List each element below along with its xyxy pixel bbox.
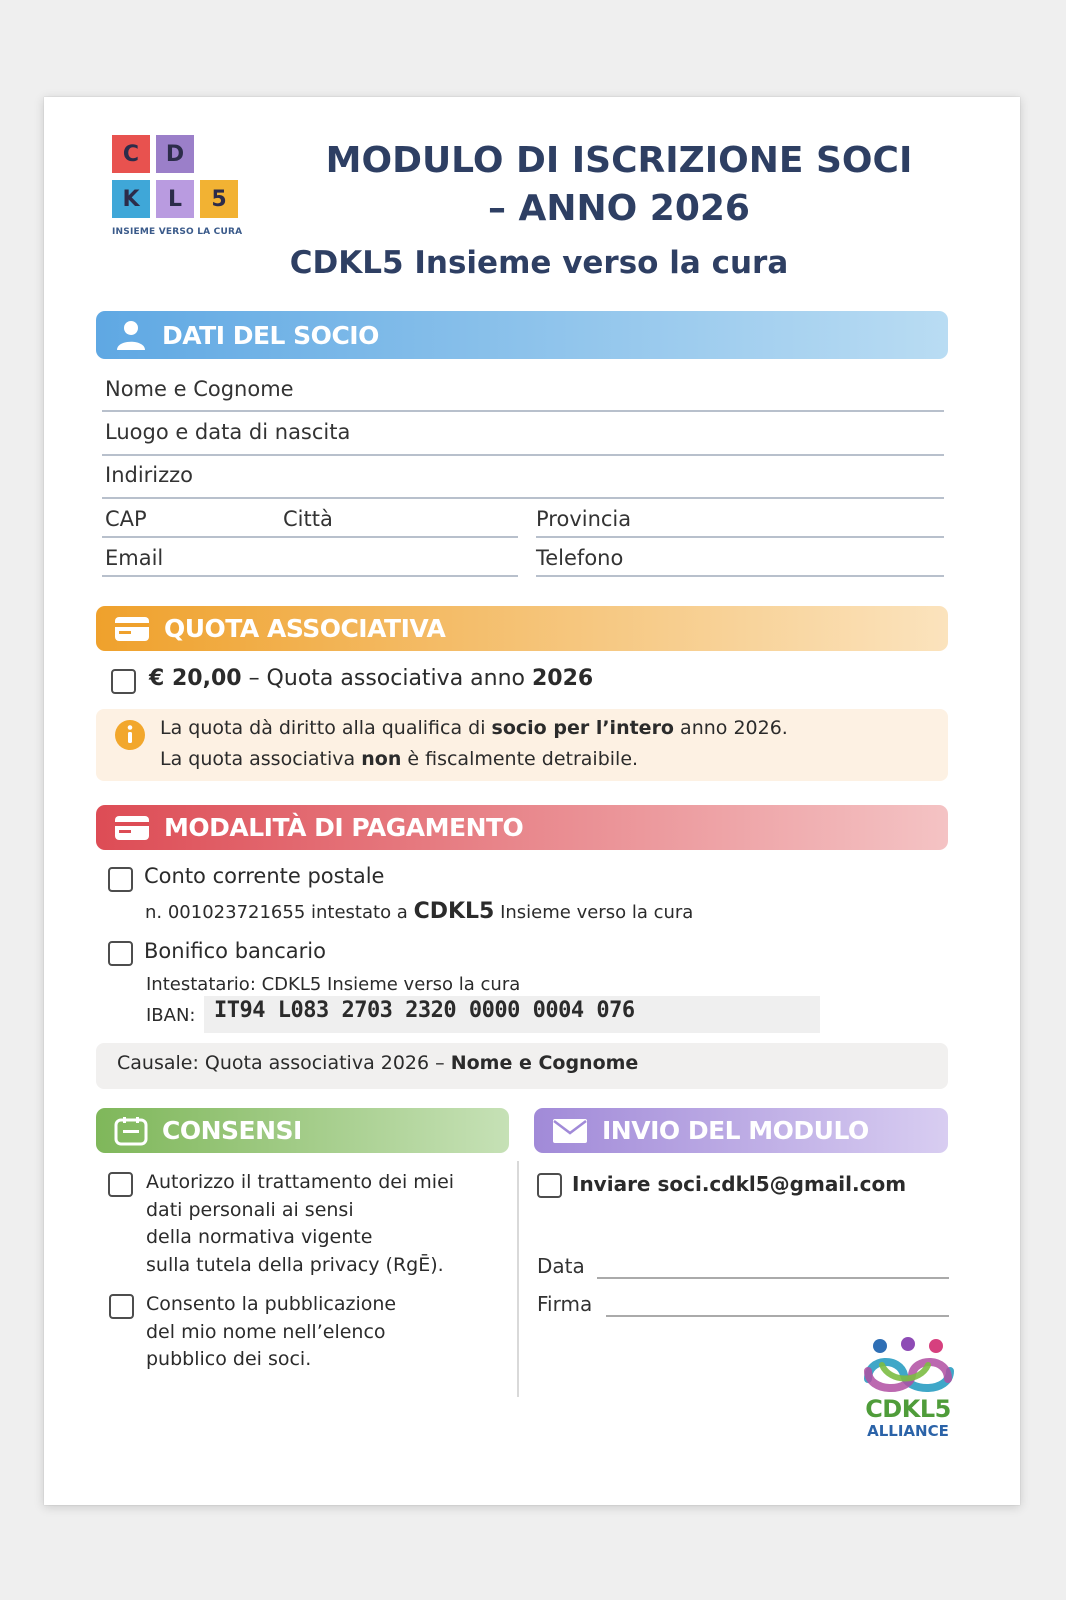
causale-text [117, 1052, 638, 1074]
privacy-checkbox[interactable] [108, 1172, 133, 1197]
field-nome-line[interactable] [102, 410, 944, 412]
postale-detail [145, 899, 693, 924]
section-title-socio: DATI DEL SOCIO [162, 320, 379, 350]
quota-line [149, 666, 593, 691]
card-icon [114, 616, 150, 642]
privacy-line: dati personali ai sensi [146, 1198, 354, 1221]
postale-checkbox[interactable] [108, 867, 133, 892]
pubblicazione-line: Consento la pubblicazione [146, 1293, 397, 1315]
logo-tile-l: L [156, 180, 194, 218]
quota-year: 2026 [532, 666, 594, 691]
label-firma: Firma [537, 1292, 593, 1316]
page-subtitle: CDKL5 Insieme verso la cura [289, 245, 789, 281]
privacy-line: Autorizzo il trattamento dei miei [146, 1171, 455, 1193]
iban-value: IT94 L083 2703 2320 0000 0004 076 [214, 998, 635, 1023]
info-text-2c: è fiscalmente detraibile. [407, 748, 639, 770]
field-telefono-line[interactable] [536, 575, 944, 577]
page-title [294, 137, 944, 233]
alliance-people-icon [860, 1335, 956, 1393]
causale-text-b: Nome e Cognome [450, 1052, 639, 1074]
quota-desc: – Quota associativa anno [248, 666, 525, 691]
title-line-1: MODULO DI ISCRIZIONE SOCI [325, 140, 913, 181]
info-icon [114, 719, 146, 751]
info-text-2a: La quota associativa [160, 748, 356, 770]
logo-tile-k: K [112, 180, 150, 218]
label-data: Data [537, 1254, 585, 1278]
section-title-invio: INVIO DEL MODULO [602, 1116, 869, 1145]
postale-label: Conto corrente postale [144, 864, 385, 888]
section-header-pagamento [96, 805, 948, 850]
label-citta: Città [283, 507, 333, 531]
calendar-icon [114, 1116, 148, 1146]
info-text-2b: non [361, 748, 402, 770]
field-email-line[interactable] [102, 575, 518, 577]
user-icon [114, 318, 148, 352]
section-header-quota [96, 606, 948, 651]
bonifico-label: Bonifico bancario [144, 939, 326, 963]
field-data-line[interactable] [597, 1277, 949, 1279]
logo-tile-d: D [156, 135, 194, 173]
payment-card-icon [114, 815, 150, 841]
quota-info-line-2 [160, 748, 638, 770]
label-email: Email [105, 546, 164, 570]
postale-detail-c: Insieme verso la cura [500, 902, 694, 923]
cdkl5-alliance-logo [860, 1335, 956, 1445]
field-indirizzo-line[interactable] [102, 497, 944, 499]
privacy-line: sulla tutela della privacy (RgĒ). [146, 1253, 444, 1276]
invio-checkbox[interactable] [537, 1173, 562, 1198]
label-nascita: Luogo e data di nascita [105, 420, 351, 444]
label-nome: Nome e Cognome [105, 377, 294, 401]
logo-tagline: INSIEME VERSO LA CURA [112, 227, 243, 237]
field-cap-citta-line[interactable] [102, 536, 518, 538]
info-text-1b: socio per l’intero [491, 717, 674, 739]
form-sheet [44, 97, 1020, 1505]
privacy-text [146, 1169, 454, 1279]
field-firma-line[interactable] [606, 1315, 949, 1317]
section-title-pagamento: MODALITÀ DI PAGAMENTO [164, 813, 524, 842]
logo-tile-c: C [112, 135, 150, 173]
postale-detail-b: CDKL5 [413, 899, 495, 924]
iban-label: IBAN: [146, 1005, 196, 1026]
title-line-2: – ANNO 2026 [488, 188, 750, 229]
info-text-1a: La quota dà diritto alla qualifica di [160, 717, 486, 739]
quota-info-line-1 [160, 717, 788, 739]
causale-text-a: Causale: Quota associativa 2026 – [117, 1052, 445, 1074]
section-title-consensi: CONSENSI [162, 1116, 302, 1145]
info-text-1c: anno 2026. [680, 717, 788, 739]
pubblicazione-line: del mio nome nell’elenco [146, 1320, 386, 1343]
pubblicazione-line: pubblico dei soci. [146, 1348, 312, 1370]
pubblicazione-checkbox[interactable] [109, 1294, 134, 1319]
section-header-invio [534, 1108, 948, 1153]
label-provincia: Provincia [536, 507, 632, 531]
alliance-logo-line1: CDKL5 [865, 1395, 951, 1423]
intestatario-text: Intestatario: CDKL5 Insieme verso la cura [146, 974, 521, 995]
pubblicazione-text [146, 1291, 396, 1374]
field-nascita-line[interactable] [102, 454, 944, 456]
section-title-quota: QUOTA ASSOCIATIVA [164, 614, 446, 643]
label-telefono: Telefono [536, 546, 624, 570]
privacy-line: della normativa vigente [146, 1226, 373, 1248]
label-indirizzo: Indirizzo [105, 463, 194, 487]
bonifico-checkbox[interactable] [108, 941, 133, 966]
quota-amount: € 20,00 [149, 666, 242, 691]
field-provincia-line[interactable] [536, 536, 944, 538]
invio-email[interactable]: Inviare soci.cdkl5@gmail.com [572, 1172, 907, 1196]
column-divider [517, 1161, 519, 1397]
logo-tile-5: 5 [200, 180, 238, 218]
section-header-consensi [96, 1108, 509, 1153]
section-header-socio [96, 311, 948, 359]
postale-detail-a: n. 001023721655 intestato a [145, 902, 408, 923]
envelope-icon [552, 1118, 588, 1144]
quota-checkbox[interactable] [111, 669, 136, 694]
alliance-logo-line2: ALLIANCE [867, 1422, 949, 1440]
label-cap: CAP [105, 507, 147, 531]
